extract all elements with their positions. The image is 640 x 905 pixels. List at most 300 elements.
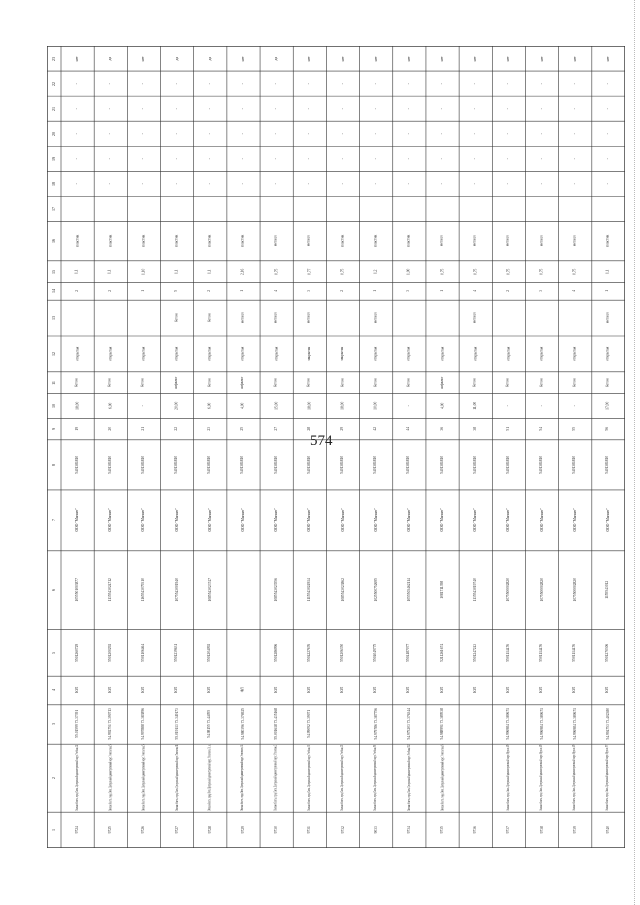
table-cell: 1025500752695 <box>373 578 378 602</box>
table-cell: 9732 <box>340 826 345 834</box>
table-cell: - <box>141 183 146 185</box>
table-cell: металл <box>240 312 245 324</box>
table-cell: 38 <box>472 427 477 431</box>
table-cell: - <box>240 82 245 84</box>
table-cell: 0,75 <box>539 268 544 275</box>
table-cell: - <box>373 132 378 135</box>
table-cell: нет <box>406 55 411 61</box>
table-cell: - <box>207 82 212 84</box>
column-number: 1 <box>51 829 56 832</box>
table-cell: - <box>108 82 113 84</box>
table-cell: 5501239631 <box>174 643 179 662</box>
table-cell: - <box>74 107 79 110</box>
table-cell: 18,00 <box>74 401 79 410</box>
table-cell: 2,16 <box>240 268 245 275</box>
table-cell: 5401381810 <box>406 455 411 474</box>
table-cell: - <box>572 157 577 160</box>
table-cell: 42 <box>373 427 378 431</box>
table-cell: 5401381810 <box>273 455 278 474</box>
table-cell: 5401381810 <box>174 455 179 474</box>
table-cell: - <box>207 183 212 185</box>
table-cell: - <box>373 107 378 110</box>
table-cell: 1,00 <box>406 268 411 275</box>
table-cell: - <box>439 183 444 185</box>
table-cell: 1 <box>439 290 444 292</box>
table-cell: 1085543023747 <box>207 578 212 602</box>
table-cell: ООО "Магнит" <box>174 508 179 532</box>
table-cell: металл <box>472 312 477 324</box>
table-cell: металл <box>306 235 311 247</box>
table-cell: 3 <box>306 290 311 292</box>
table-cell: 1135543019740 <box>473 578 478 602</box>
table-cell: - <box>174 183 179 185</box>
table-cell: ООО "Магнит" <box>108 508 113 532</box>
table-cell: - <box>572 132 577 135</box>
table-cell: - <box>240 107 245 110</box>
table-cell: 5401381810 <box>107 455 112 474</box>
table-cell: 5401381810 <box>472 455 477 474</box>
table-cell: - <box>273 183 278 185</box>
table-cell: 17,00 <box>605 401 610 410</box>
table-cell: 5401381810 <box>539 455 544 474</box>
table-cell: - <box>539 157 544 160</box>
table-cell: - <box>473 132 478 135</box>
table-cell: открытая <box>472 346 477 361</box>
table-cell: - <box>307 183 312 185</box>
table-cell: 1085543023556 <box>274 578 279 602</box>
table-cell: открытая <box>605 346 610 361</box>
table-cell: бетон <box>373 378 378 387</box>
table-cell: 9740 <box>605 826 610 834</box>
table-cell: - <box>340 82 345 84</box>
table-cell: 1055501003877 <box>74 578 79 602</box>
table-cell: металл <box>539 235 544 247</box>
table-cell: Омская область, город Омск, Центральный административный округ, Успенская, 2 <box>273 745 278 811</box>
table-cell: 5501114476 <box>539 643 544 662</box>
table-cell: 3 <box>406 290 411 292</box>
table-cell: 1 <box>240 290 245 292</box>
table-cell: - <box>74 183 79 185</box>
column-number: 17 <box>51 206 56 211</box>
table-cell: - <box>373 183 378 185</box>
table-cell: ЮЛ <box>174 687 179 694</box>
table-cell: - <box>572 183 577 185</box>
table-cell: - <box>605 157 610 160</box>
table-cell: 54.996984 73.380671 <box>572 708 577 740</box>
table-cell: ФЛ <box>240 687 245 693</box>
table-cell: 1 <box>373 290 378 292</box>
table-cell: ЮЛ <box>107 687 112 694</box>
scan-edge-line <box>634 0 637 905</box>
table-cell: ЮЛ <box>306 687 311 694</box>
table-cell: ЮЛ <box>439 687 444 694</box>
table-cell: Омская область, город Омск, Центральный административный округ, Фрунзе, 49 <box>506 744 511 811</box>
table-cell: Омская область, город Омск, Центральный административный округ, Успенского, 31, к. <box>207 744 212 812</box>
column-number: 19 <box>51 156 56 161</box>
table-cell: 5504227676 <box>307 643 311 662</box>
table-cell: 9736 <box>473 826 477 834</box>
table-cell: да <box>207 56 212 61</box>
table-cell: 5401381810 <box>74 455 79 474</box>
table-cell: 5501247243 <box>472 643 477 662</box>
table-cell: Омская область, город Омск, Центральный административный округ, Учебная, 152 <box>406 744 411 812</box>
table-cell: 20 <box>107 427 112 431</box>
table-cell: нет <box>340 55 345 61</box>
table-cell: 1,1 <box>207 269 212 274</box>
table-cell: нет <box>240 55 245 61</box>
table-cell: пластик <box>373 234 378 247</box>
table-cell: асфальт <box>439 376 444 389</box>
table-cell: - <box>439 157 444 160</box>
table-cell: Омская область, город Омск, Центральный административный округ, Учительская, 5 <box>108 744 113 812</box>
table-border <box>47 46 624 847</box>
table-cell: 54.980396 73.376925 <box>240 708 245 740</box>
table-cell: - <box>108 107 113 110</box>
table-cell: 4,00 <box>240 402 245 409</box>
table-cell: 55.001618 73.435168 <box>274 708 279 740</box>
table-cell: 1075500002820 <box>506 578 511 602</box>
table-cell: 21 <box>140 427 145 431</box>
table-cell: 5501286996 <box>273 643 278 662</box>
table-cell: - <box>74 82 79 84</box>
table-cell: - <box>539 132 544 135</box>
column-number: 8 <box>51 463 56 466</box>
table-cell: - <box>340 107 345 110</box>
table-cell: 5401381810 <box>307 455 311 474</box>
table-cell: 9729 <box>240 826 245 834</box>
table-cell: - <box>506 132 511 135</box>
table-cell: ООО "Магнит" <box>340 508 345 532</box>
table-cell: 1,10 <box>141 268 146 275</box>
table-cell: - <box>340 132 345 135</box>
page-number: 574 <box>310 433 333 449</box>
table-cell: нет <box>506 55 511 61</box>
table-cell: открытая <box>439 346 444 361</box>
column-number: 3 <box>51 723 56 726</box>
table-cell: 1055503462114 <box>406 578 411 602</box>
table-cell: - <box>506 405 511 407</box>
table-cell: - <box>506 157 511 160</box>
table-grid <box>47 46 625 848</box>
table-cell: металл <box>273 312 278 324</box>
table-cell: - <box>539 82 544 84</box>
table-cell: ООО "Магнит" <box>240 508 245 532</box>
column-number: 7 <box>51 519 56 522</box>
table-cell: 54 <box>539 427 544 431</box>
table-cell: 0,75 <box>473 268 478 275</box>
table-cell: ЮЛ <box>539 687 544 694</box>
table-cell: открытая <box>174 346 179 361</box>
table-cell: 0,75 <box>340 268 345 275</box>
table-cell: - <box>207 157 212 160</box>
table-cell: 5501114476 <box>505 643 510 662</box>
table-cell: 6,00 <box>207 402 212 409</box>
table-cell: 4,00 <box>439 402 444 409</box>
table-cell: открытая <box>373 346 378 361</box>
table-cell: открытая <box>406 346 411 361</box>
table-cell: - <box>174 132 179 135</box>
table-cell: 6,00 <box>108 402 113 409</box>
table-cell: - <box>307 132 312 135</box>
table-cell: 55.019113 73.349173 <box>174 708 179 740</box>
table-cell: - <box>406 157 411 160</box>
table-cell: 15,00 <box>273 401 278 410</box>
table-cell: бетон <box>572 378 577 387</box>
table-cell: - <box>141 157 146 160</box>
table-cell: ООО "Магнит" <box>307 508 312 532</box>
table-cell: 19 <box>74 427 79 431</box>
table-cell: - <box>340 157 345 160</box>
table-cell: 0,75 <box>572 268 577 275</box>
table-cell: бетон <box>472 378 477 387</box>
table-cell: открытая <box>108 346 113 361</box>
table-cell: нет <box>439 55 444 61</box>
table-cell: открытая <box>572 346 577 361</box>
table-cell: нет <box>572 55 577 61</box>
table-cell: Омская область, город Омск, Центральный административный округ, Фрунзе, 49 <box>572 744 577 811</box>
table-cell: Омская область, город Омск, Центральный административный округ, Учебная, 20 <box>340 745 345 811</box>
table-cell: 1075500002820 <box>572 578 577 602</box>
table-cell: - <box>406 183 411 185</box>
table-cell: ЮЛ <box>605 687 610 694</box>
table-cell: 29 <box>340 427 344 431</box>
column-number: 12 <box>51 351 56 356</box>
table-cell: - <box>340 183 345 185</box>
table-cell: - <box>240 157 245 160</box>
table-cell: пластик <box>240 234 245 247</box>
table-cell: ЮЛ <box>207 687 212 694</box>
column-number: 22 <box>51 81 56 86</box>
table-cell: - <box>141 107 146 110</box>
table-cell: - <box>141 82 146 84</box>
table-cell: Омская область, город Омск, Центральный административный округ, Учебная, 90 <box>373 745 378 811</box>
table-cell: открытая <box>273 346 278 361</box>
table-cell: 9734 <box>406 826 411 834</box>
table-cell: ЮЛ <box>74 687 79 694</box>
table-cell: 9731 <box>307 826 312 834</box>
table-cell: 55 <box>572 427 577 431</box>
table-cell: 5401381810 <box>340 455 345 474</box>
table-cell: 5501270306 <box>605 643 610 662</box>
table-cell: металл <box>273 235 278 247</box>
table-cell: - <box>506 82 511 84</box>
table-cell: бетон <box>74 378 79 387</box>
table-cell: пластик <box>74 234 79 247</box>
column-number: 9 <box>51 428 56 431</box>
table-cell: 1135543024712 <box>108 578 113 602</box>
table-cell: бетон <box>107 378 112 387</box>
table-cell: закрытая <box>340 346 345 361</box>
table-cell: 1081711398 <box>439 581 444 599</box>
table-cell: 9033 <box>373 826 378 834</box>
table-cell: 1115543024914 <box>307 578 312 602</box>
table-cell: 5 <box>174 290 179 292</box>
table-cell: 18,00 <box>307 401 312 410</box>
table-cell: - <box>473 183 478 185</box>
table-cell: бетон <box>273 378 278 387</box>
table-cell: нет <box>605 55 610 61</box>
table-cell: ООО "Магнит" <box>406 508 411 532</box>
table-cell: 5211261674 <box>439 643 444 662</box>
table-cell: 44 <box>406 427 411 431</box>
table-cell: 51 <box>505 427 510 431</box>
table-cell: ЮЛ <box>472 687 477 694</box>
table-cell: металл <box>306 312 311 324</box>
table-cell: 54.994753 73.402380 <box>605 708 610 740</box>
column-number: 18 <box>51 181 56 186</box>
table-cell: 2 <box>207 290 212 292</box>
table-cell: 5401381810 <box>572 455 577 474</box>
table-cell: 4 <box>472 290 477 292</box>
table-cell: - <box>473 82 478 84</box>
table-cell: ЮЛ <box>141 687 146 694</box>
table-cell: 1165543079310 <box>141 578 146 602</box>
table-cell: нет <box>373 55 378 61</box>
table-cell: да <box>174 56 179 61</box>
table-cell: ООО "Магнит" <box>274 508 278 532</box>
table-cell: 27 <box>273 427 278 431</box>
table-cell: 20,00 <box>174 401 179 410</box>
table-cell: асфальт <box>174 376 179 389</box>
table-cell: 5401381810 <box>605 455 610 474</box>
table-cell: 54.992751 73.390713 <box>108 708 113 740</box>
table-cell: 5401381810 <box>506 455 511 474</box>
table-cell: открытая <box>207 346 212 361</box>
table-cell: 54.996984 73.380671 <box>506 708 511 740</box>
table-cell: - <box>174 157 179 160</box>
table-cell: 1075500002820 <box>539 578 544 602</box>
table-cell: Омская область, город Омск, Центральный административный округ, Учительская, 5 <box>141 744 146 812</box>
table-cell: - <box>108 132 113 135</box>
table-cell: 5501206350 <box>340 643 345 662</box>
table-cell: 1 <box>605 290 610 292</box>
table-cell: 9726 <box>141 826 146 834</box>
table-cell: 0,75 <box>273 268 278 275</box>
table-cell: металл <box>439 235 444 247</box>
table-cell: 4 <box>572 290 577 292</box>
table-cell: - <box>207 107 212 110</box>
table-cell: ЮЛ <box>273 687 278 694</box>
table-cell: 2 <box>107 290 112 292</box>
table-cell: пластик <box>141 234 146 247</box>
table-cell: 2 <box>74 290 79 292</box>
table-cell: - <box>174 107 179 110</box>
table-cell: открытая <box>539 346 544 361</box>
table-cell: - <box>174 82 179 84</box>
table-cell: - <box>273 82 278 84</box>
table-cell: - <box>240 132 245 135</box>
table-cell: Омская область, город Омск, Центральный административный округ, Фрунзе, 97 <box>605 744 610 811</box>
table-cell: 5501106464 <box>141 643 146 662</box>
table-cell: - <box>141 405 146 407</box>
table-cell: 1155543012 <box>605 581 610 599</box>
table-cell: - <box>506 183 511 185</box>
table-cell: - <box>572 405 577 407</box>
table-cell: - <box>439 132 444 135</box>
table-cell: пластик <box>207 234 212 247</box>
table-cell: - <box>406 107 411 110</box>
table-cell: - <box>108 183 113 185</box>
table-cell: 56 <box>605 427 610 431</box>
table-cell: - <box>406 82 411 84</box>
table-cell: нет <box>539 55 544 61</box>
table-cell: 5504187077 <box>406 643 411 662</box>
table-cell: 0,77 <box>307 268 312 275</box>
table-cell: ООО "Магнит" <box>539 508 544 532</box>
table-cell: бетон <box>406 378 411 387</box>
table-cell: 36 <box>439 427 444 431</box>
table-cell: 5401381810 <box>207 455 212 474</box>
table-cell: 9725 <box>108 826 113 834</box>
table-cell: 55.01599 73.37391 <box>74 710 79 739</box>
table-cell: пластик <box>605 234 610 247</box>
table-cell: - <box>141 132 146 135</box>
table-cell: 1,1 <box>605 269 610 274</box>
table-cell: 4 <box>273 290 278 292</box>
table-cell: металл <box>373 312 378 324</box>
table-cell: - <box>240 183 245 185</box>
table-cell: 1 <box>141 290 146 292</box>
table-cell: - <box>605 183 610 185</box>
table-cell: 10,00 <box>373 401 378 410</box>
table-cell: 54.997888 73.383896 <box>141 708 146 740</box>
table-cell: металл <box>572 235 577 247</box>
table-cell: ООО "Магнит" <box>207 508 212 532</box>
table-cell: 0,75 <box>439 268 444 275</box>
table-cell: 5401381810 <box>373 455 378 474</box>
column-number: 13 <box>51 316 56 321</box>
column-number: 11 <box>50 380 56 385</box>
table-cell: Омская область, город Омск, Центральный административный округ, Фрунзе, 49 <box>539 744 544 811</box>
table-cell: 2 <box>340 290 345 292</box>
table-cell: бетон <box>539 378 544 387</box>
table-cell: нет <box>74 55 79 61</box>
table-cell: - <box>307 107 312 110</box>
table-cell: Омская область, город Омск, Центральный административный округ, Успенского, 14 <box>240 744 245 811</box>
table-cell: ЮЛ <box>506 687 511 694</box>
table-cell: - <box>273 157 278 160</box>
column-number: 14 <box>51 289 56 294</box>
table-cell: пластик <box>108 234 113 247</box>
table-cell: металл <box>472 235 477 247</box>
table-cell: 54.979786 73.387756 <box>373 708 378 740</box>
table-cell: - <box>539 405 544 407</box>
table-cell: нет <box>472 55 477 61</box>
table-cell: металл <box>605 312 610 324</box>
table-cell: 1,2 <box>373 269 378 274</box>
table-cell: ООО "Магнит" <box>572 508 577 532</box>
table-cell: бетон <box>605 378 610 387</box>
table-cell: ЮЛ <box>373 687 378 694</box>
table-cell: открытая <box>240 346 245 361</box>
table-cell: - <box>373 157 378 160</box>
column-number: 20 <box>51 131 56 136</box>
table-cell: 0,75 <box>506 268 511 275</box>
column-number: 6 <box>51 589 56 592</box>
table-cell: 1,1 <box>107 269 112 274</box>
table-cell: асфальт <box>240 376 245 389</box>
table-cell: - <box>207 132 212 135</box>
table-cell: бетон <box>207 313 212 323</box>
table-cell: - <box>605 82 610 84</box>
table-cell: ООО "Магнит" <box>473 508 478 532</box>
table-cell: 5501114476 <box>572 643 577 662</box>
table-cell: 9739 <box>572 826 577 834</box>
table-cell: - <box>273 132 278 135</box>
table-cell: Омская область, город Омск, Центральный административный округ, Учительская, 6 <box>439 744 444 812</box>
table-cell: 54.975203 73.376344 <box>406 708 411 740</box>
table-cell: - <box>539 107 544 110</box>
